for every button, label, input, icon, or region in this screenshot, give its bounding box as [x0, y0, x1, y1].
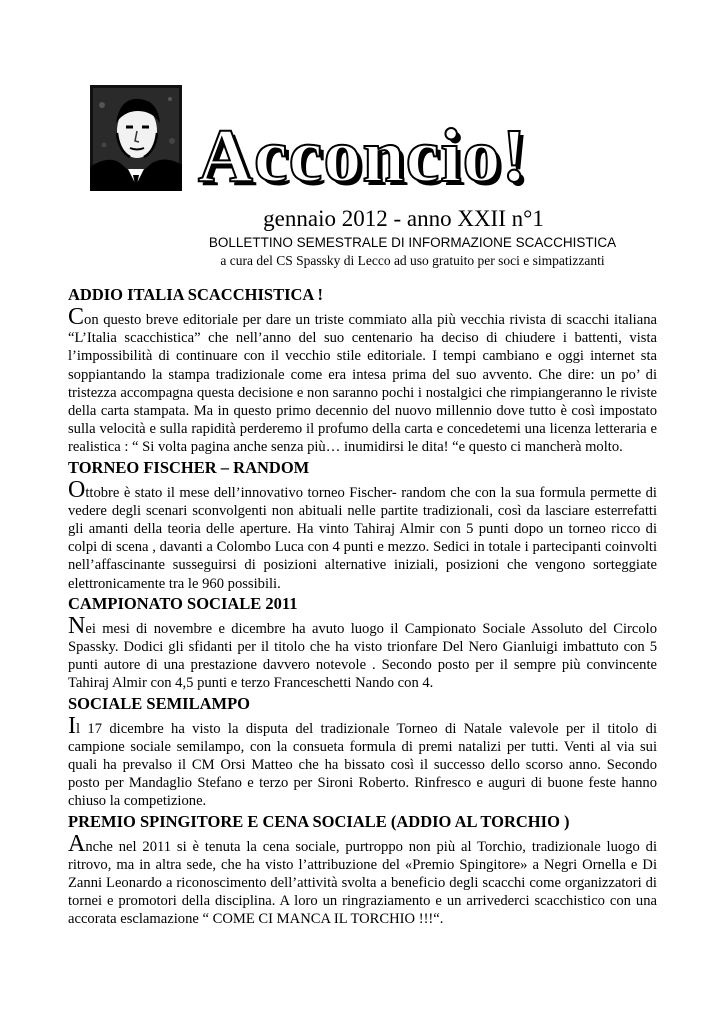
article-premio-spingitore [68, 812, 657, 929]
article-body [68, 478, 657, 593]
article-text: l 17 dicembre ha visto la disputa del tradizionale Torneo di Natale valevole per il titolo di campione sociale semilampo, con la consueta formula di premi natalizi per tutti. Venti al via sui quali ha prevalso il CM Orsi Matteo che ha bissato così il successo dello scorso anno. Secondo posto per Mandaglio Stefano e terzo per Sironi Roberto. Rinfresco e auguri di buone feste hanno chiuso la competizione. [68, 720, 657, 810]
article-text: nche nel 2011 si è tenuta la cena sociale, purtroppo non più al Torchio, tradizionale luogo di ritrovo, ma in altra sede, che ha visto l’attribuzione del «Premio Spingitore» a Negri Ornella e Di Zanni Leonardo a riconoscimento dell’attività svolta a beneficio degli scacchi come organizzatori di tornei e promotori della disciplina. A loro un ringraziamento e un arrivederci scacchistico con una accorata esclamazione “ COME CI MANCA IL TORCHIO !!!“. [68, 838, 657, 928]
drop-cap: I [68, 712, 76, 739]
portrait-image [90, 85, 182, 191]
articles-section [68, 285, 657, 930]
article-body [68, 832, 657, 929]
article-text: ei mesi di novembre e dicembre ha avuto luogo il Campionato Sociale Assoluto del Circolo Spassky. Dodici gli sfidanti per il titolo che ha visto trionfare Del Nero Gianluigi imbattuto con 5 punti autore di una prestazione davvero notevole . Secondo posto per il sempre più convincente Tahiraj Almir con 4,5 punti e terzo Franceschetti Nando con 4. [68, 620, 657, 692]
article-addio-italia [68, 285, 657, 457]
drop-cap: A [68, 830, 86, 857]
article-torneo-fischer [68, 458, 657, 593]
publisher-credit: a cura del CS Spassky di Lecco ad uso gratuito per soci e simpatizzanti [220, 253, 605, 268]
drop-cap: N [68, 612, 86, 639]
article-body [68, 714, 657, 811]
article-text: ttobre è stato il mese dell’innovativo torneo Fischer- random che con la sua formula permette di vedere degli scenari sconvolgenti non abituali nelle partite tradizionali, così da lasciare esterrefatti gli amanti della teoria delle aperture. Ha vinto Tahiraj Almir con 5 punti dopo un torneo ricco di colpi di scena , davanti a Colombo Luca con 4 punti e mezzo. Sedici in totale i partecipanti coinvolti nell’affascinante susseguirsi di posizioni alternative iniziali, posizioni che vengono sorteggiate elettronicamente tra le 960 possibili. [68, 484, 657, 592]
drop-cap: O [68, 476, 86, 503]
article-campionato-sociale [68, 594, 657, 693]
masthead-title: Acconcio! [198, 114, 528, 198]
article-sociale-semilampo [68, 694, 657, 811]
article-heading: TORNEO FISCHER – RANDOM [68, 457, 310, 477]
article-heading: ADDIO ITALIA SCACCHISTICA ! [68, 285, 324, 304]
article-body [68, 305, 657, 457]
article-heading: SOCIALE SEMILAMPO [68, 693, 250, 713]
article-heading: CAMPIONATO SOCIALE 2011 [68, 593, 298, 613]
article-body [68, 614, 657, 693]
article-text: on questo breve editoriale per dare un triste commiato alla più vecchia rivista di scacchi italiana “L’Italia scacchistica” che nell’anno del suo centenario ha deciso di chiudere i battenti, vista l’impossibilità di continuare con il vecchio stile editoriale. I tempi cambiano e oggi internet sta soppiantando la stampa tradizionale come era intesa prima del suo avvento. Che dire: un po’ di tristezza accompagna questa decisione e non saranno pochi i nostalgici che rimpiangeranno le riviste della carta stampata. Ma in questo primo decennio del nuovo millennio dove tutto è così impostato sulla velocità e sulla rapidità perderemo il profumo della carta e concedetemi una licenza letteraria e realistica : “ Si volta pagina anche senza più… inumidirsi le dita! “e questo ci mancherà molto. [68, 312, 657, 456]
article-heading: PREMIO SPINGITORE E CENA SOCIALE (ADDIO AL TORCHIO ) [68, 811, 570, 831]
issue-date: gennaio 2012 - anno XXII n°1 [263, 206, 544, 231]
bulletin-subtitle: BOLLETTINO SEMESTRALE DI INFORMAZIONE SCACCHISTICA [208, 235, 617, 250]
drop-cap: C [68, 304, 85, 330]
